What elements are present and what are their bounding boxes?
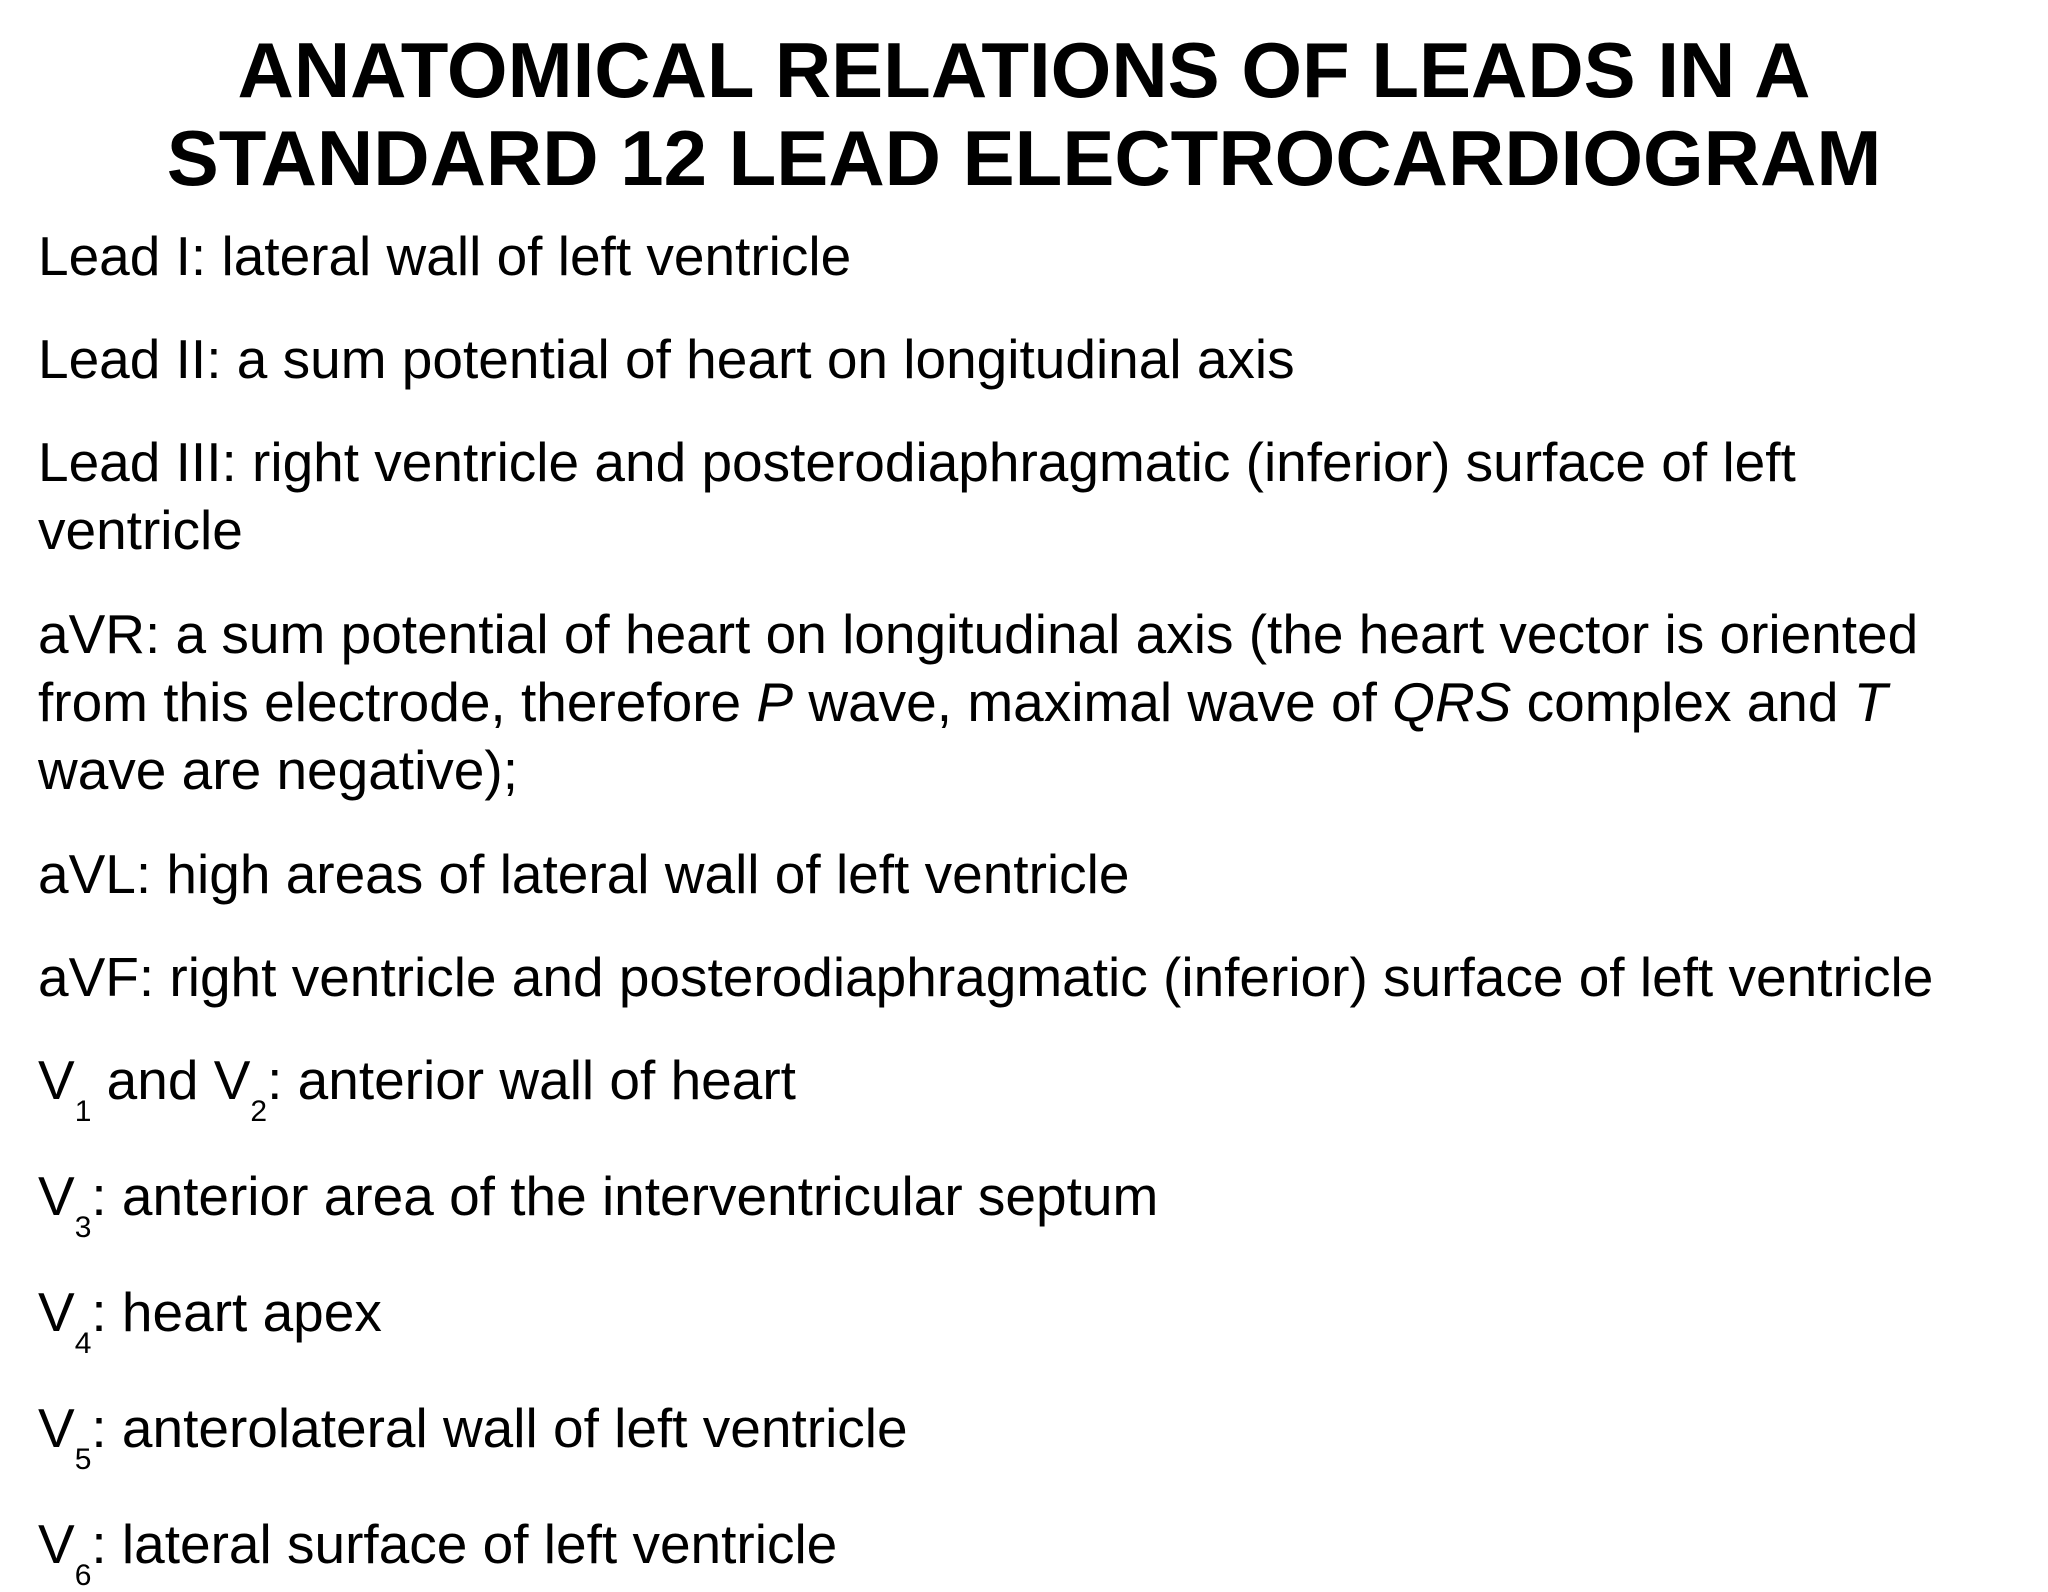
v4-subscript: 4 (74, 1327, 92, 1360)
avr-qrs-complex: QRS (1392, 671, 1512, 733)
v3-item (38, 1162, 2028, 1244)
v5-item (38, 1394, 2028, 1476)
v1-v2-item (38, 1046, 2028, 1128)
v4-letter: V (38, 1281, 75, 1343)
slide-title (0, 26, 2048, 202)
avr-text-1: aVR: a sum potential of heart on longitudinal axis (the heart vector is oriented from this electrode, therefore (38, 603, 1919, 733)
v6-subscript: 6 (74, 1559, 92, 1592)
v5-letter: V (38, 1397, 75, 1459)
lead-iii-item: Lead III: right ventricle and posterodiaphragmatic (inferior) surface of left ventricle (38, 431, 1796, 561)
avr-text-2: wave, maximal wave of (793, 671, 1393, 733)
avr-text-4: wave are negative); (38, 739, 518, 801)
lead-i-item: Lead I: lateral wall of left ventricle (38, 225, 852, 287)
v6-text: : lateral surface of left ventricle (91, 1513, 838, 1575)
v2-subscript: 2 (250, 1095, 268, 1128)
lead-ii-item: Lead II: a sum potential of heart on longitudinal axis (38, 328, 1295, 390)
avr-text-3: complex and (1511, 671, 1854, 733)
v5-text: : anterolateral wall of left ventricle (91, 1397, 908, 1459)
title-line-2: STANDARD 12 LEAD ELECTROCARDIOGRAM (166, 114, 1882, 202)
avr-t-wave: T (1853, 671, 1888, 733)
v5-subscript: 5 (74, 1443, 92, 1476)
v1-v2-text: : anterior wall of heart (267, 1049, 796, 1111)
avf-item: aVF: right ventricle and posterodiaphragmatic (inferior) surface of left ventricle (38, 946, 1934, 1008)
v6-letter: V (38, 1513, 75, 1575)
title-line-1: ANATOMICAL RELATIONS OF LEADS IN A (237, 26, 1811, 114)
v1-v2-and: and V (91, 1049, 251, 1111)
v6-item (38, 1510, 2028, 1592)
v1-subscript: 1 (74, 1095, 92, 1128)
v4-item (38, 1278, 2028, 1360)
avr-p-wave: P (756, 671, 794, 733)
v3-subscript: 3 (74, 1211, 92, 1244)
v4-text: : heart apex (91, 1281, 382, 1343)
avl-item: aVL: high areas of lateral wall of left ventricle (38, 843, 1130, 905)
v1-v2-letter: V (38, 1049, 75, 1111)
avr-item (38, 600, 2028, 804)
v3-text: : anterior area of the interventricular septum (91, 1165, 1159, 1227)
v3-letter: V (38, 1165, 75, 1227)
